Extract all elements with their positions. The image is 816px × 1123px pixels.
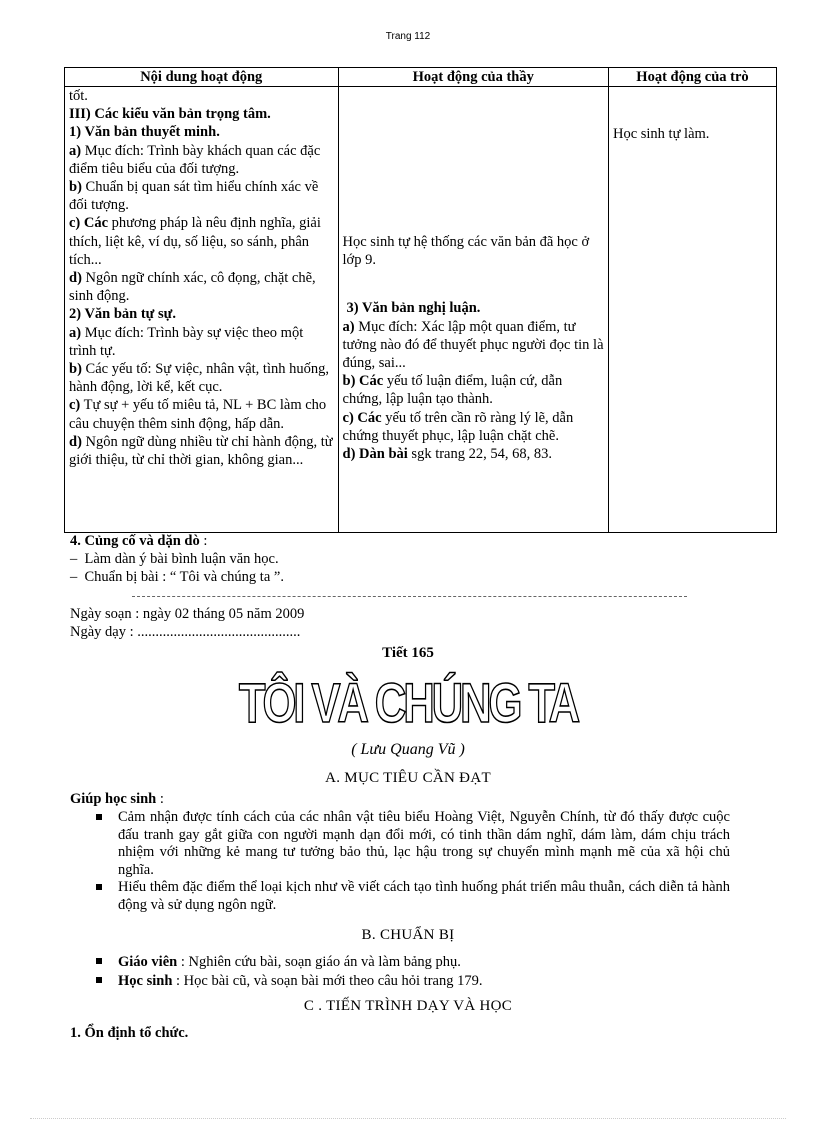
consolidate-title: 4. Củng cố và dặn dò [70, 533, 200, 549]
subheading-argumentative: 3) Văn bản nghị luận. [346, 300, 481, 317]
lesson-number: Tiết 165 [382, 645, 434, 661]
item-d: d) Ngôn ngữ chính xác, cô đọng, chặt chẽ, sinh động. [69, 270, 316, 305]
table-header-row [65, 68, 777, 87]
item-a: a) Mục đích: Trình bày khách quan các đặc điểm tiêu biểu của đối tượng. [69, 142, 321, 177]
subheading-expository: 1) Văn bản thuyết minh. [69, 124, 220, 141]
item-d3: d) Dàn bài sgk trang 22, 54, 68, 83. [342, 446, 552, 463]
student-cell [608, 87, 776, 533]
item-c3: c) Các yếu tố trên cần rõ ràng lý lẽ, dẫn chứng thuyết phục, lập luận chặt chẽ. [342, 409, 574, 444]
list-item: – Chuẩn bị bài : “ Tôi và chúng ta ”. [70, 569, 284, 585]
item-a2: a) Mục đích: Trình bày sự việc theo một trình tự. [69, 324, 304, 359]
heading-process: C . TIẾN TRÌNH DẠY VÀ HỌC [303, 998, 513, 1014]
preparation-list [90, 953, 730, 991]
teach-date: Ngày dạy : ............................................. [70, 624, 301, 640]
header-student: Hoạt động của trò [608, 68, 776, 87]
prep-date: Ngày soạn : ngày 02 tháng 05 năm 2009 [70, 606, 305, 622]
item-c2: c) Tự sự + yếu tố miêu tả, NL + BC làm cho câu chuyện thêm sinh động, hấp dẫn. [69, 397, 327, 432]
item-c: c) Các phương pháp là nêu định nghĩa, giải thích, liệt kê, ví dụ, số liệu, so sánh, phân tích... [69, 215, 321, 268]
student-instruction: Học sinh tự làm. [612, 126, 710, 142]
objectives-lead: Giúp học sinh : [70, 791, 164, 807]
list-item: Học sinh : Học bài cũ, và soạn bài mới theo câu hỏi trang 179. [90, 972, 730, 991]
header-content: Nội dung hoạt động [65, 68, 339, 87]
content-cell [65, 87, 339, 533]
item-b: b) Chuẩn bị quan sát tìm hiểu chính xác về đối tượng. [69, 179, 319, 214]
activity-table [64, 67, 777, 533]
heading-objectives: A. MỤC TIÊU CẦN ĐẠT [325, 770, 491, 786]
page-bottom-border [30, 1118, 786, 1119]
section-heading: III) Các kiểu văn bản trọng tâm. [69, 106, 271, 123]
dates-block [70, 605, 770, 641]
item-b3: b) Các yếu tố luận điểm, luận cứ, dẫn chứng, lập luận tạo thành. [342, 373, 563, 408]
teacher-instruction: Học sinh tự hệ thống các văn bản đã học ở lớp 9. [342, 234, 590, 269]
item-d2: d) Ngôn ngữ dùng nhiều từ chỉ hành động, từ giới thiệu, từ chỉ thời gian, không gian... [69, 433, 333, 469]
list-item: – Làm dàn ý bài bình luận văn học. [70, 551, 279, 567]
lesson-author: ( Lưu Quang Vũ ) [351, 741, 465, 758]
objectives-list [90, 809, 730, 914]
bullet-square-icon [96, 884, 102, 890]
lesson-title: TÔI VÀ CHÚNG TA [238, 671, 578, 734]
table-row [65, 87, 777, 533]
list-item: Hiểu thêm đặc điểm thể loại kịch như về viết cách tạo tình huống phát triển mâu thuẫn, cách diễn tả hành động và sử dụng ngôn ngữ. [90, 879, 730, 914]
item-a3: a) Mục đích: Xác lập một quan điểm, tư tưởng nào đó để thuyết phục người đọc tin là đúng, sai... [342, 318, 604, 372]
teacher-cell [338, 87, 608, 533]
header-teacher: Hoạt động của thầy [338, 68, 608, 87]
bullet-square-icon [96, 958, 102, 964]
heading-preparation: B. CHUẨN BỊ [361, 927, 455, 943]
list-item: Cảm nhận được tính cách của các nhân vật tiêu biểu Hoàng Việt, Nguyễn Chính, từ đó thấy được cuộc đấu tranh gay gắt giữa con người mạnh dạn đổi mới, có tinh thần dám nghĩ, dám làm, dám chịu trách nhiệm với những kẻ mang tư tưởng bảo thủ, lạc hậu trong sự chuyển mình mạnh mẽ của xã hội chủ nghĩa. [90, 809, 730, 879]
consolidate-section: 4. Củng cố và dặn dò : – Làm dàn ý bài bình luận văn học. – Chuẩn bị bài : “ Tôi và chúng ta ”. [70, 532, 770, 586]
bullet-square-icon [96, 977, 102, 983]
divider [132, 596, 687, 597]
bullet-square-icon [96, 814, 102, 820]
subheading-narrative: 2) Văn bản tự sự. [69, 306, 176, 323]
page-number-header: Trang 112 [385, 31, 431, 42]
list-item: Giáo viên : Nghiên cứu bài, soạn giáo án và làm bảng phụ. [90, 953, 730, 972]
step-1: 1. Ổn định tổ chức. [70, 1025, 189, 1041]
item-b2: b) Các yếu tố: Sự việc, nhân vật, tình huống, hành động, lời kể, kết cục. [69, 361, 329, 396]
content-line: tốt. [69, 88, 88, 104]
